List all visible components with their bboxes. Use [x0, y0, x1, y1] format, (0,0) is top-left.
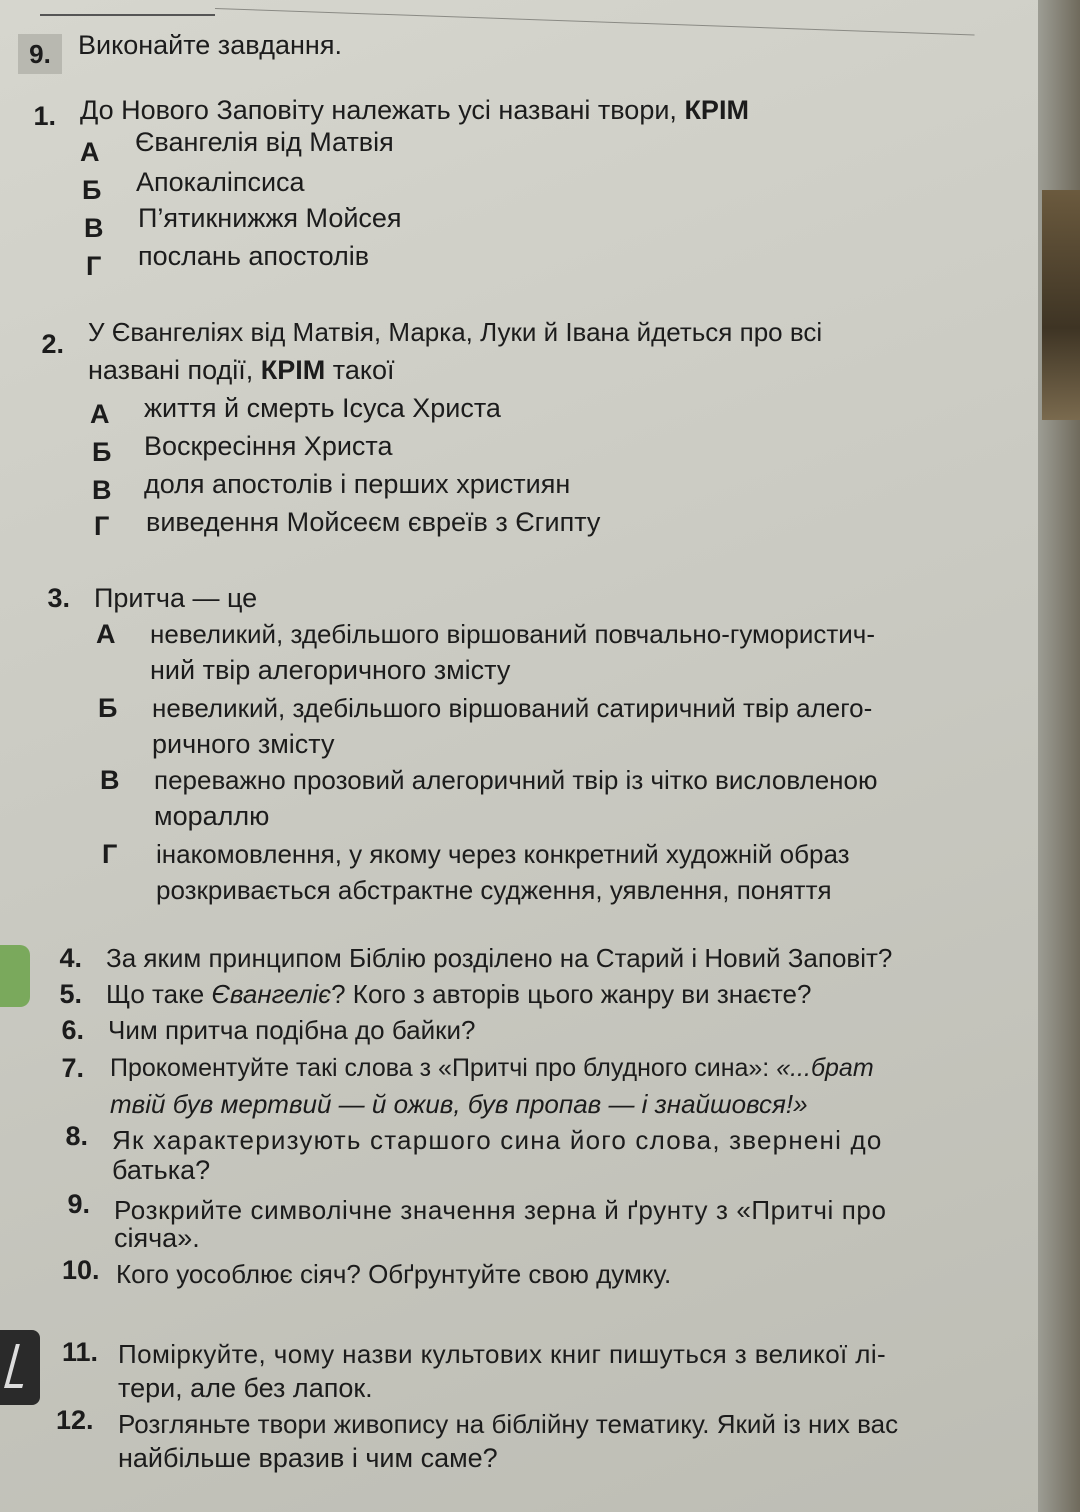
option-text: послань апостолів [138, 241, 370, 271]
option-text: доля апостолів і перших християн [144, 469, 571, 499]
option-text: Апокаліпсиса [136, 167, 305, 197]
question-number: 11. [62, 1337, 99, 1367]
option-text: виведення Мойсеєм євреїв з Єгипту [146, 507, 601, 537]
question-number: 10. [62, 1255, 100, 1285]
option-text-line2: розкривається абстрактне судження, уявлення, поняття [156, 875, 832, 905]
top-rule [40, 14, 215, 16]
option-text-line1: інакомовлення, у якому через конкретний художній образ [156, 839, 850, 869]
question-text-line2: найбільше вразив і чим саме? [118, 1443, 498, 1473]
question-text-part: Прокоментуйте такі слова з «Притчі про блудного сина»: [110, 1054, 777, 1082]
question-text-line2: сіяча». [114, 1223, 200, 1253]
question-text-line2: батька? [112, 1155, 211, 1185]
option-letter: Б [82, 175, 102, 205]
question-text: Кого уособлює сіяч? Обґрунтуйте свою думку. [116, 1259, 672, 1289]
option-letter: Г [102, 839, 118, 869]
question-number: 7. [61, 1053, 84, 1083]
option-letter: Б [92, 437, 112, 467]
question-text: До Нового Заповіту належать усі названі твори, [80, 95, 677, 125]
italic-term: Євангеліє [211, 979, 332, 1009]
option-letter: Б [98, 693, 118, 723]
option-letter: Г [86, 251, 102, 281]
question-text-line2-end: такої [332, 355, 395, 385]
question-number: 2. [41, 329, 64, 359]
question-text-part: Що таке [106, 979, 212, 1009]
italic-quote: «...брат [776, 1054, 874, 1082]
adjacent-page-illustration [1042, 190, 1080, 420]
section-number: 9. [18, 34, 62, 74]
option-letter: А [90, 399, 110, 429]
section-title: Виконайте завдання. [78, 30, 342, 60]
question-text: Чим притча подібна до байки? [108, 1015, 476, 1045]
question-number: 1. [33, 101, 56, 131]
option-text-line2: ний твір алегоричного змісту [150, 655, 511, 685]
emphasis-except: КРІМ [260, 355, 326, 385]
question-text: Притча — це [94, 583, 258, 613]
creative-task-icon [0, 1330, 40, 1405]
question-number: 6. [61, 1015, 84, 1045]
option-text-line2: ричного змісту [152, 729, 335, 759]
question-number: 12. [56, 1405, 94, 1435]
option-letter: В [84, 213, 104, 243]
question-number: 4. [59, 943, 82, 973]
option-letter: А [80, 137, 100, 167]
question-number: 3. [47, 583, 70, 613]
option-text-line2: мораллю [154, 801, 270, 831]
option-letter: В [100, 765, 120, 795]
option-text: Воскресіння Христа [144, 431, 393, 461]
option-letter: А [96, 619, 116, 649]
option-text-line1: невеликий, здебільшого віршований сатиричний твір алего- [152, 693, 873, 723]
question-text-line1: Поміркуйте, чому назви культових книг пишуться з великої лі- [118, 1339, 887, 1369]
question-text-line2: названі події, [88, 355, 254, 385]
option-text: П’ятикнижжя Мойсея [138, 203, 402, 233]
question-text-line1 [110, 1050, 874, 1086]
option-letter: В [92, 475, 112, 505]
question-text-line1: Як характеризують старшого сина його слова, звернені до [112, 1125, 883, 1155]
green-bookmark-icon [0, 945, 30, 1007]
emphasis-except: КРІМ [684, 95, 749, 125]
question-number: 8. [65, 1121, 88, 1151]
question-number: 9. [67, 1189, 90, 1219]
question-text-part: ? Кого з авторів цього жанру ви знаєте? [331, 979, 812, 1009]
question-number: 5. [59, 979, 82, 1009]
option-text-line1: невеликий, здебільшого віршований повчально-гумористич- [150, 619, 875, 649]
question-text-line1: Розкрийте символічне значення зерна й ґрунту з «Притчі про [114, 1195, 887, 1225]
question-text-line1: Розгляньте твори живопису на біблійну тематику. Який із них вас [118, 1409, 899, 1439]
option-text: життя й смерть Ісуса Христа [144, 393, 501, 423]
option-text-line1: переважно прозовий алегоричний твір із чітко висловленою [154, 765, 878, 795]
question-text [106, 976, 811, 1012]
italic-quote-line2: твій був мертвий — й ожив, був пропав — і знайшовся!» [110, 1089, 808, 1119]
option-letter: Г [94, 511, 110, 541]
question-text: За яким принципом Біблію розділено на Старий і Новий Заповіт? [106, 943, 893, 973]
option-text: Євангелія від Матвія [135, 127, 394, 157]
question-text-line2: тери, але без лапок. [118, 1373, 373, 1403]
question-text-line1: У Євангеліях від Матвія, Марка, Луки й Івана йдеться про всі [88, 317, 823, 347]
